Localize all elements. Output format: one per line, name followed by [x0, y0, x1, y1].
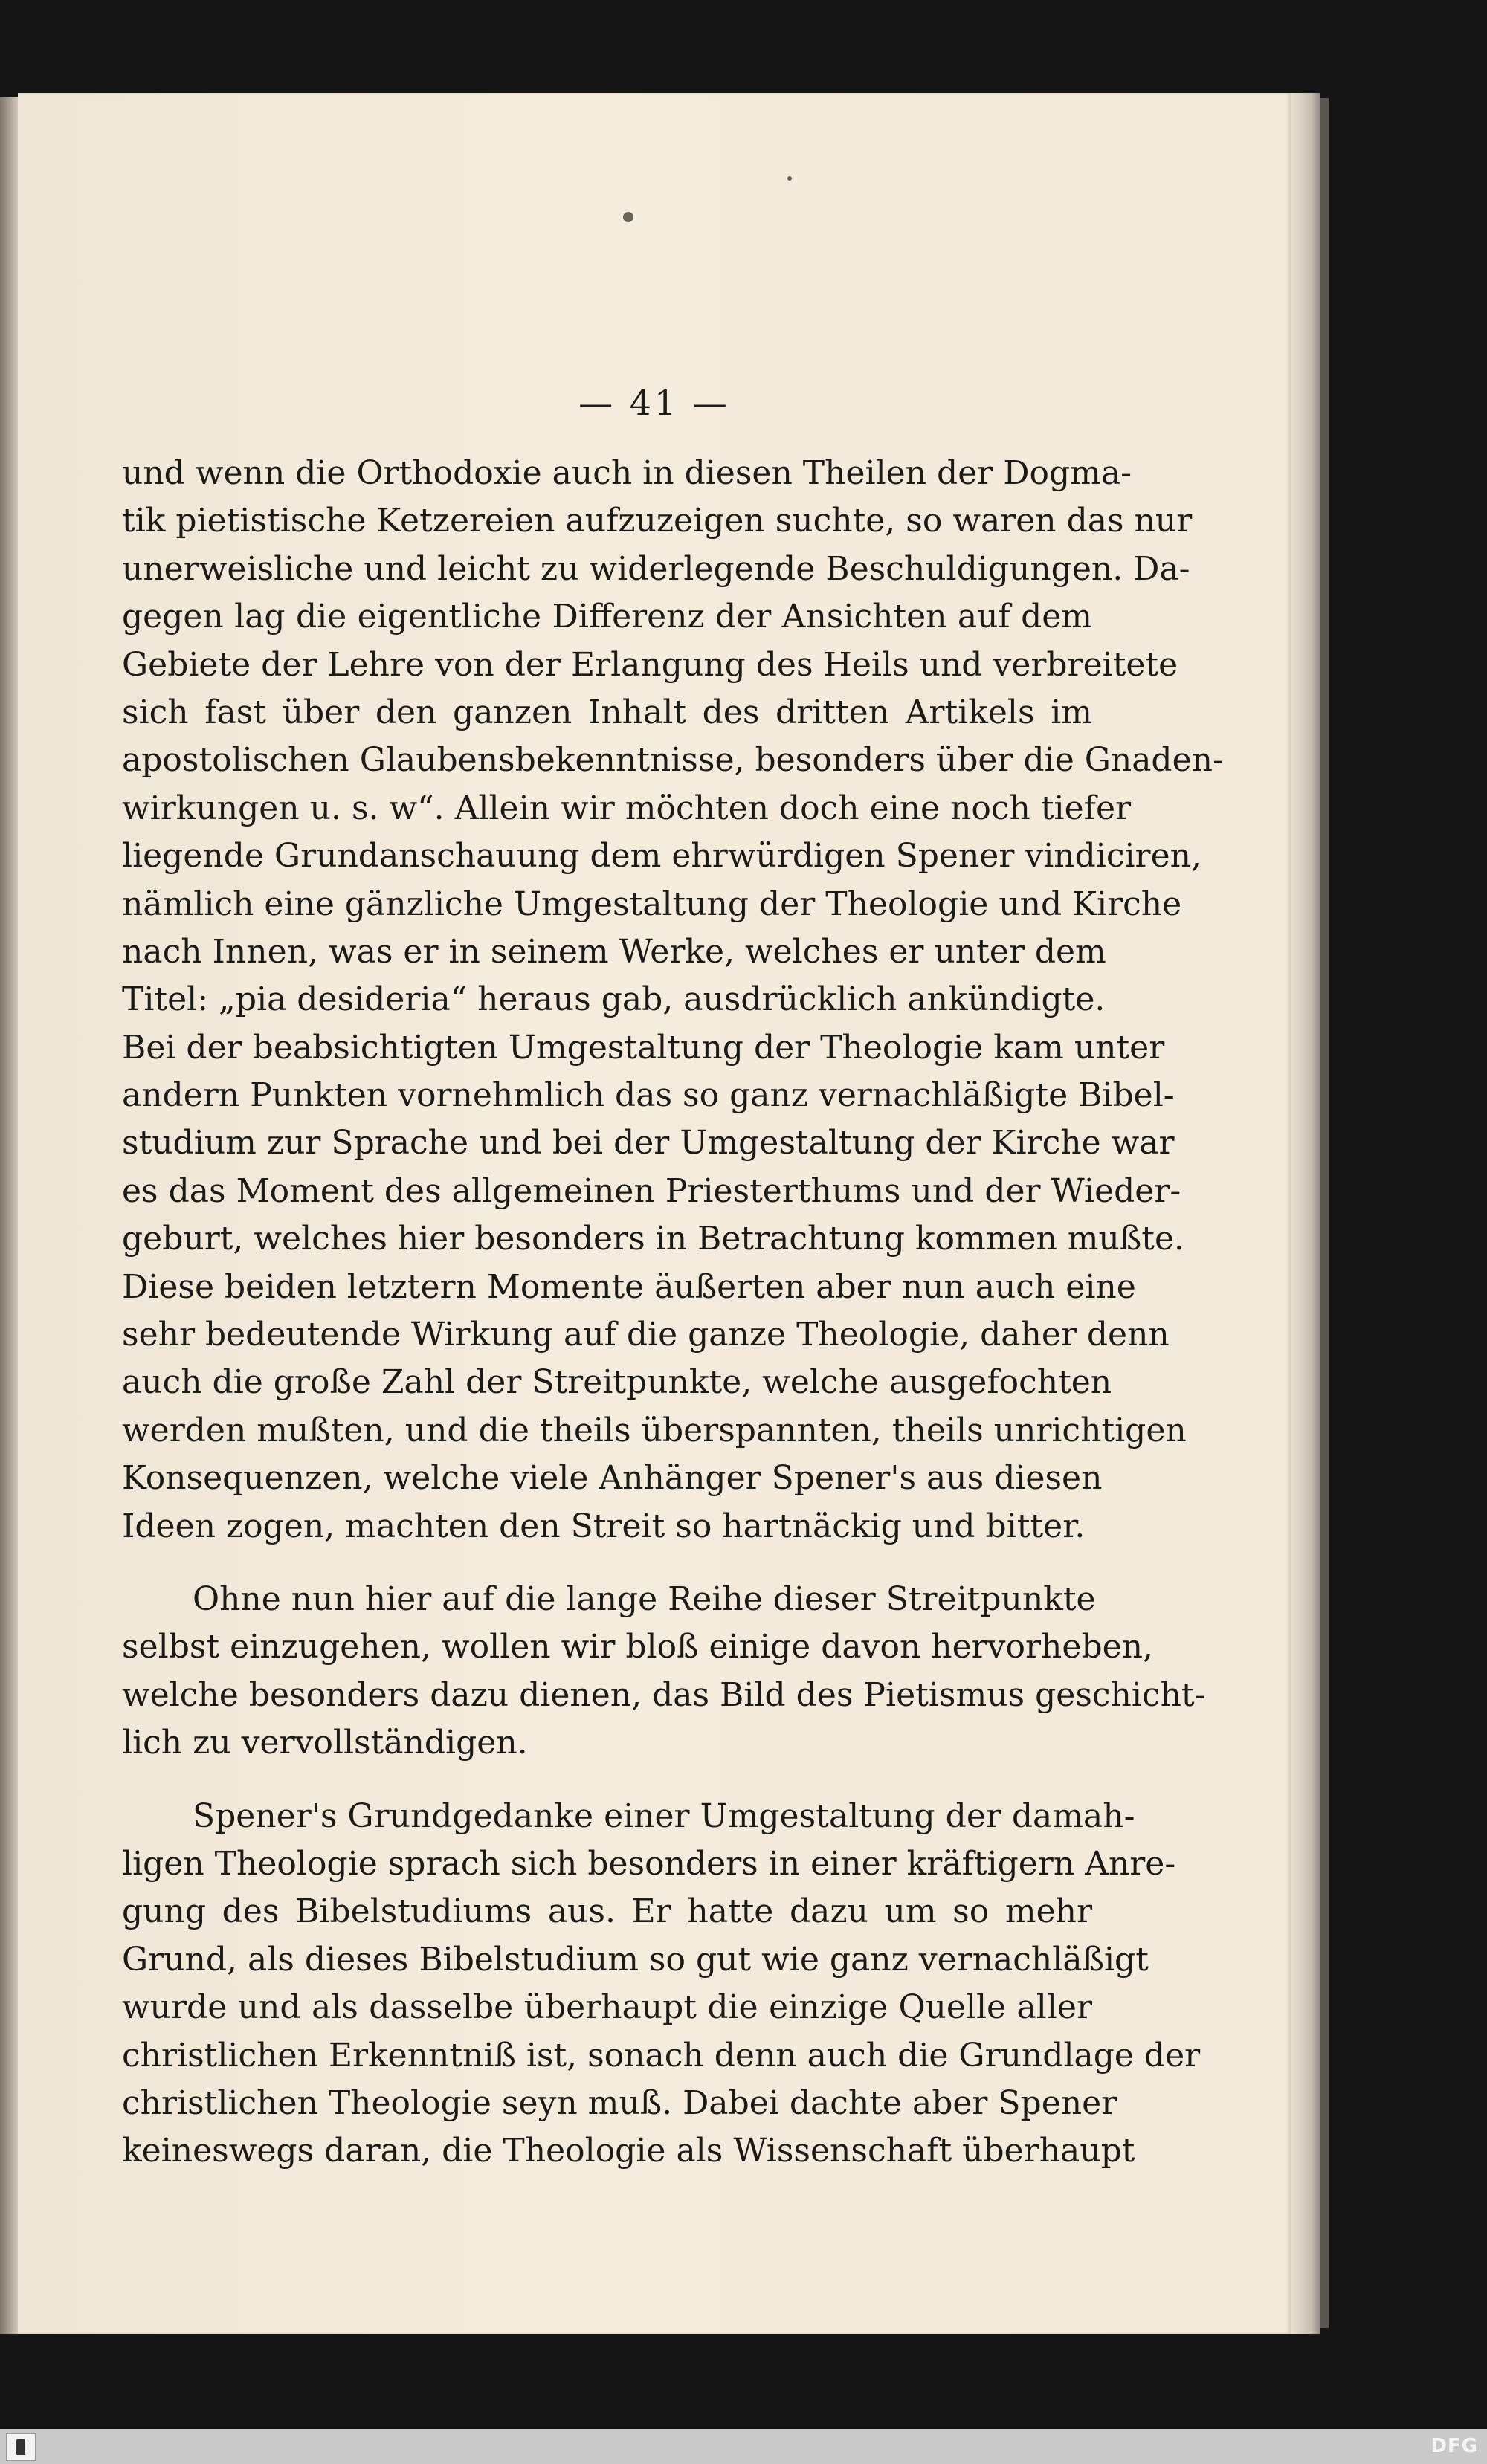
text-line: Diese beiden letztern Momente äußerten aber nun auch eine: [122, 1267, 1136, 1306]
page-body: [122, 450, 1224, 2176]
page-stack-shadow: [1320, 98, 1329, 2328]
library-logo-icon[interactable]: [6, 2433, 36, 2461]
text-line: studium zur Sprache und bei der Umgestaltung der Kirche war: [122, 1124, 1175, 1163]
page-stack-edge: [1291, 93, 1320, 2334]
text-line: Bei der beabsichtigten Umgestaltung der Theologie kam unter: [122, 1028, 1165, 1067]
text-line: Spener's Grundgedanke einer Umgestaltung der damah-: [193, 1797, 1135, 1835]
text-line: andern Punkten vornehmlich das so ganz vernachläßigte Bibel-: [122, 1076, 1175, 1115]
text-line: Gebiete der Lehre von der Erlangung des Heils und verbreitete: [122, 645, 1178, 684]
text-line: wurde und als dasselbe überhaupt die einzige Quelle aller: [122, 1988, 1092, 2027]
paper-speck: [623, 212, 633, 222]
text-line: nach Innen, was er in seinem Werke, welches er unter dem: [122, 932, 1106, 971]
text-line: tik pietistische Ketzereien aufzuzeigen suchte, so waren das nur: [122, 502, 1193, 540]
text-line: Konsequenzen, welche viele Anhänger Spener's aus diesen: [122, 1459, 1103, 1498]
text-line: und wenn die Orthodoxie auch in diesen Theilen der Dogma-: [122, 454, 1132, 492]
dfg-logo[interactable]: DFG: [1430, 2435, 1478, 2457]
text-line: christlichen Theologie seyn muß. Dabei dachte aber Spener: [122, 2083, 1117, 2122]
text-line: geburt, welches hier besonders in Betrachtung kommen mußte.: [122, 1220, 1184, 1258]
text-line: werden mußten, und die theils überspannten, theils unrichtigen: [122, 1411, 1187, 1449]
text-line: sehr bedeutende Wirkung auf die ganze Theologie, daher denn: [122, 1316, 1170, 1354]
book-page: [18, 93, 1291, 2334]
left-page-edge: [0, 97, 18, 2334]
text-line: christlichen Erkenntniß ist, sonach denn auch die Grundlage der: [122, 2036, 1201, 2075]
text-line: Titel: „pia desideria“ heraus gab, ausdrücklich ankündigte.: [122, 980, 1106, 1019]
text-line: sich fast über den ganzen Inhalt des dritten Artikels im: [122, 693, 1092, 731]
text-line: Grund, als dieses Bibelstudium so gut wie ganz vernachläßigt: [122, 1940, 1149, 1979]
text-line: apostolischen Glaubensbekenntnisse, besonders über die Gnaden-: [122, 741, 1224, 780]
text-line: es das Moment des allgemeinen Priesterthums und der Wieder-: [122, 1171, 1181, 1210]
text-line: Ideen zogen, machten den Streit so hartnäckig und bitter.: [122, 1507, 1086, 1545]
text-line: welche besonders dazu dienen, das Bild des Pietismus geschicht-: [122, 1675, 1206, 1714]
viewer-footer-bar: [0, 2429, 1487, 2464]
text-line: liegende Grundanschauung dem ehrwürdigen Spener vindiciren,: [122, 837, 1201, 876]
text-line: unerweisliche und leicht zu widerlegende Beschuldigungen. Da-: [122, 549, 1190, 588]
text-line: lich zu vervollständigen.: [122, 1724, 528, 1762]
text-line: wirkungen u. s. w“. Allein wir möchten doch eine noch tiefer: [122, 789, 1132, 827]
text-line: keineswegs daran, die Theologie als Wissenschaft überhaupt: [122, 2132, 1135, 2170]
text-line: selbst einzugehen, wollen wir bloß einige davon hervorheben,: [122, 1628, 1153, 1666]
page-number: — 41 —: [578, 383, 730, 423]
text-line: nämlich eine gänzliche Umgestaltung der Theologie und Kirche: [122, 885, 1182, 923]
paragraph-gap: [122, 1768, 1092, 1793]
text-line: ligen Theologie sprach sich besonders in einer kräftigern Anre-: [122, 1844, 1176, 1883]
paragraph-gap: [122, 1550, 1092, 1576]
text-line: auch die große Zahl der Streitpunkte, welche ausgefochten: [122, 1363, 1112, 1402]
text-line: Ohne nun hier auf die lange Reihe dieser Streitpunkte: [193, 1579, 1096, 1618]
text-line: gegen lag die eigentliche Differenz der Ansichten auf dem: [122, 598, 1092, 636]
paper-speck: [787, 176, 792, 181]
text-line: gung des Bibelstudiums aus. Er hatte dazu um so mehr: [122, 1892, 1092, 1931]
